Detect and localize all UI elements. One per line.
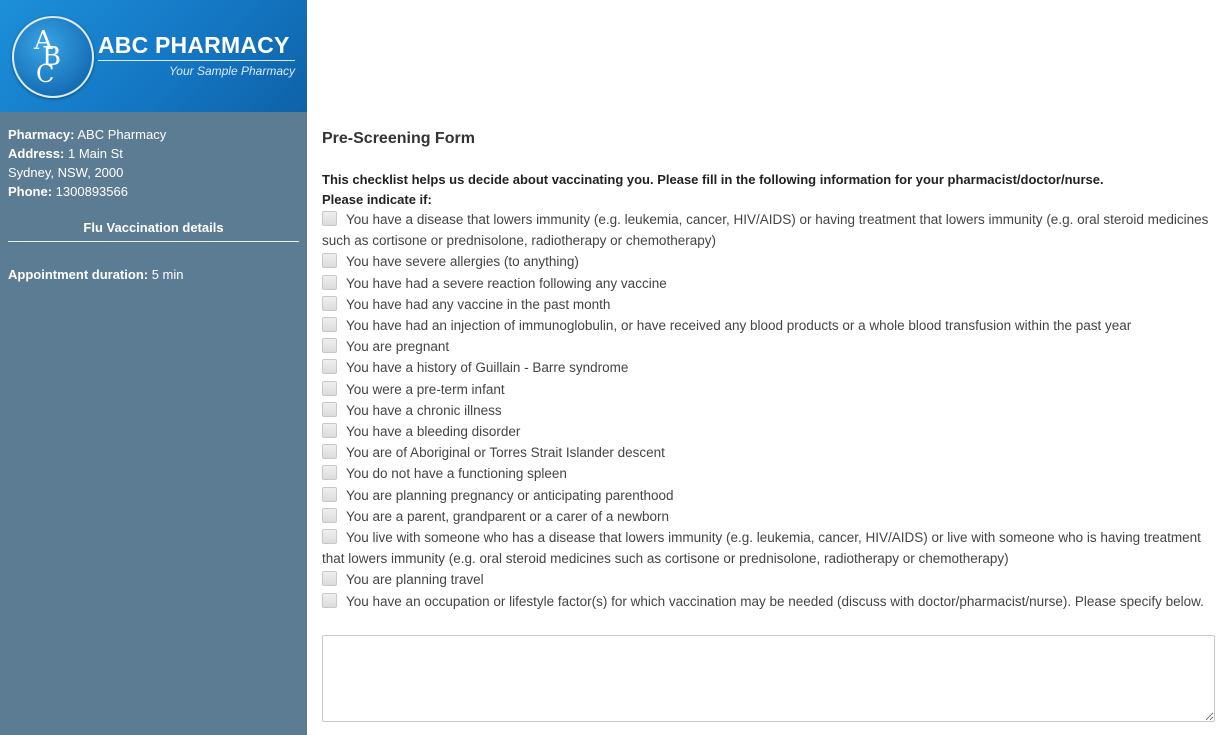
checkbox[interactable] <box>322 444 337 459</box>
checklist-item <box>322 569 1215 590</box>
duration-value: 5 min <box>148 267 184 282</box>
appointment-duration-row <box>8 265 299 284</box>
checklist-item-label: You live with someone who has a disease that lowers immunity (e.g. leukemia, cancer, HIV/AIDS) or live with someone who is having treatment that lowers immunity (e.g. oral steroid medicines such as cortisone or prednisolone, radiotherapy or chemotherapy) <box>322 530 1201 567</box>
checklist-item-label: You have severe allergies (to anything) <box>346 254 579 270</box>
checklist-item <box>322 251 1215 272</box>
brand-name: ABC PHARMACY <box>98 32 290 58</box>
checklist-item-label: You have had any vaccine in the past month <box>346 296 611 312</box>
brand-header <box>0 0 307 112</box>
checklist-item-label: You are pregnant <box>346 339 450 355</box>
logo-letter-a: A <box>34 26 53 56</box>
checklist-item <box>322 379 1215 400</box>
sidebar <box>0 0 307 735</box>
checklist-item-label: You have a history of Guillain - Barre syndrome <box>346 360 629 376</box>
checklist-item <box>322 400 1215 421</box>
checkbox[interactable] <box>322 296 337 311</box>
address-label: Address: <box>8 146 65 161</box>
form-intro <box>322 170 1217 210</box>
checklist-item-label: You are planning travel <box>346 572 484 588</box>
checklist-item <box>322 294 1215 315</box>
brand-tagline: Your Sample Pharmacy <box>168 64 295 78</box>
phone-row <box>8 182 299 201</box>
address-line2: Sydney, NSW, 2000 <box>8 165 124 180</box>
checkbox[interactable] <box>322 381 337 396</box>
checklist-item-label: You do not have a functioning spleen <box>346 466 567 482</box>
checklist-item <box>322 591 1215 612</box>
checklist-item <box>322 336 1215 357</box>
checkbox[interactable] <box>322 253 337 268</box>
main-content <box>307 0 1217 735</box>
checkbox[interactable] <box>322 465 337 480</box>
phone-label: Phone: <box>8 184 53 199</box>
checklist-item <box>322 527 1215 569</box>
logo-letter-c: C <box>36 60 55 88</box>
checklist-item-label: You are a parent, grandparent or a carer of a newborn <box>346 508 669 524</box>
intro-text: This checklist helps us decide about vaccinating you. Please fill in the following information for your pharmacist/doctor/nurse. <box>322 172 1104 187</box>
phone-value: 1300893566 <box>52 184 128 199</box>
checklist-item <box>322 209 1215 251</box>
checkbox[interactable] <box>322 508 337 523</box>
checkbox[interactable] <box>322 275 337 290</box>
checkbox[interactable] <box>322 402 337 417</box>
checkbox[interactable] <box>322 529 337 544</box>
pharmacy-logo <box>12 16 94 98</box>
pharmacy-label: Pharmacy: <box>8 127 75 142</box>
checklist-item <box>322 463 1215 484</box>
checklist-item-label: You are of Aboriginal or Torres Strait Islander descent <box>346 445 665 461</box>
checkbox[interactable] <box>322 593 337 608</box>
checkbox[interactable] <box>322 487 337 502</box>
checkbox[interactable] <box>322 423 337 438</box>
pharmacy-row <box>8 125 299 144</box>
indicate-label: Please indicate if: <box>322 192 432 207</box>
brand-divider <box>98 60 295 61</box>
occupation-specify-textarea[interactable] <box>322 635 1215 722</box>
checklist-item-label: You have had a severe reaction following any vaccine <box>346 275 667 291</box>
checklist-item-label: You have a chronic illness <box>346 402 502 418</box>
section-title-flu-vaccination: Flu Vaccination details <box>8 218 299 242</box>
checkbox[interactable] <box>322 359 337 374</box>
checklist-item <box>322 421 1215 442</box>
checklist-item-label: You have had an injection of immunoglobulin, or have received any blood products or a whole blood transfusion within the past year <box>346 318 1132 334</box>
checkbox[interactable] <box>322 211 337 226</box>
prescreening-checklist <box>322 209 1215 612</box>
checklist-item-label: You have a disease that lowers immunity (e.g. leukemia, cancer, HIV/AIDS) or having treatment that lowers immunity (e.g. oral steroid medicines such as cortisone or prednisolone, radiotherapy or chemotherapy) <box>322 212 1209 249</box>
checkbox[interactable] <box>322 317 337 332</box>
checklist-item <box>322 273 1215 294</box>
checkbox[interactable] <box>322 571 337 586</box>
checklist-item-label: You are planning pregnancy or anticipating parenthood <box>346 487 674 503</box>
checklist-item <box>322 506 1215 527</box>
checklist-item-label: You have a bleeding disorder <box>346 424 521 440</box>
checklist-item-label: You have an occupation or lifestyle factor(s) for which vaccination may be needed (discuss with doctor/pharmacist/nurse). Please specify below. <box>346 593 1204 609</box>
checklist-item <box>322 485 1215 506</box>
checklist-item-label: You were a pre-term infant <box>346 381 505 397</box>
duration-label: Appointment duration: <box>8 267 149 282</box>
pharmacy-value: ABC Pharmacy <box>74 127 167 142</box>
address-row <box>8 144 299 163</box>
logo-letter-b: B <box>42 42 62 72</box>
pharmacy-info <box>0 112 307 284</box>
checklist-item <box>322 357 1215 378</box>
checkbox[interactable] <box>322 338 337 353</box>
address-value: 1 Main St <box>64 146 123 161</box>
checklist-item <box>322 315 1215 336</box>
checklist-item <box>322 442 1215 463</box>
form-title: Pre-Screening Form <box>322 130 475 147</box>
